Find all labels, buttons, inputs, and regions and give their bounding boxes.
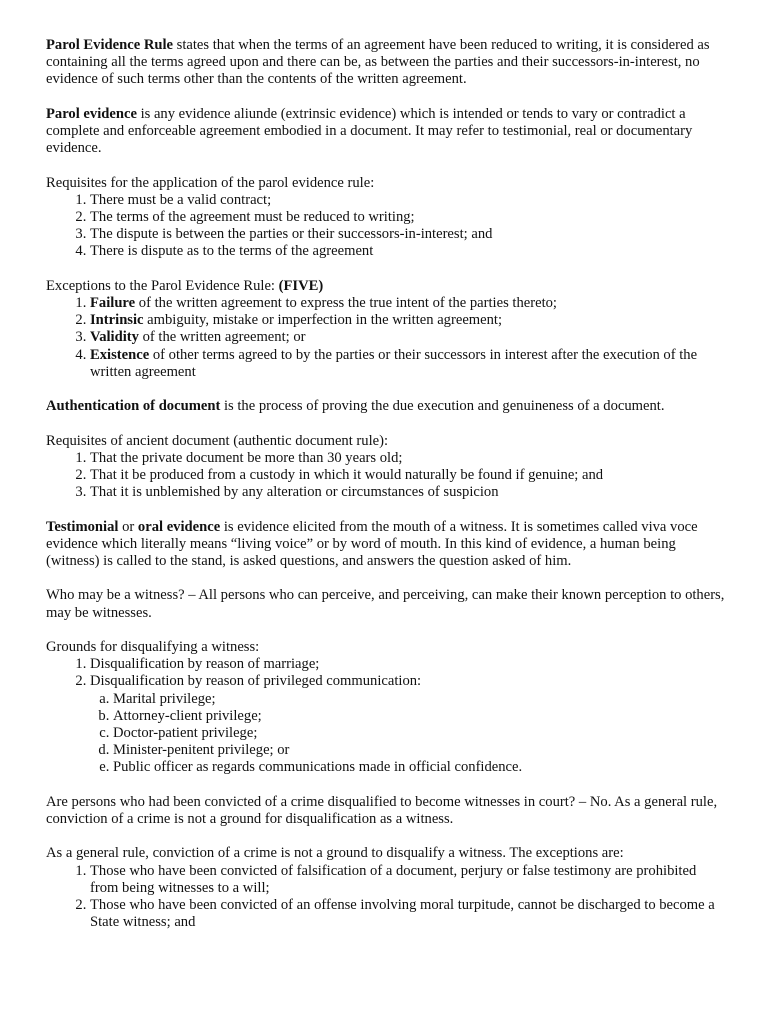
list-item: 2. That it be produced from a custody in which it would naturally be found if genuine; and	[90, 467, 726, 484]
list-item: 1. Failure of the written agreement to express the true intent of the parties thereto;	[90, 295, 726, 312]
definition: is the process of proving the due execution and genuineness of a document.	[220, 398, 665, 415]
definition: is evidence elicited from the mouth of a witness. It is sometimes called viva voce evidence which literally means “living voice” or by word of mouth. In this kind of evidence, a human being (witness) is called to the stand, is asked questions, and answers the question asked of him.	[46, 518, 698, 569]
term: Parol Evidence Rule	[46, 37, 174, 53]
list-item: 3. That it is unblemished by any alteration or circumstances of suspicion	[90, 484, 726, 501]
list-item: 1. There must be a valid contract;	[90, 192, 726, 209]
exceptions-list	[46, 295, 726, 381]
requisites-list	[46, 192, 726, 261]
list-item: 3. Validity of the written agreement; or	[90, 329, 726, 346]
term: Testimonial	[46, 518, 119, 535]
ancient-document-list	[46, 450, 726, 502]
term: Parol evidence	[46, 105, 137, 122]
parol-evidence-rule-paragraph	[46, 37, 726, 89]
conviction-exceptions-heading: As a general rule, conviction of a crime is not a ground to disqualify a witness. The exceptions are:	[46, 845, 624, 862]
list-item: 2. Disqualification by reason of privileged communication: a. Marital privilege; b. Attorney-client privilege; c. Doctor-patient privilege; d. Minister-penitent privilege; or e. Public officer as regards communications made in official confidence.	[90, 673, 726, 776]
grounds-heading: Grounds for disqualifying a witness:	[46, 638, 260, 655]
list-item: e. Public officer as regards communications made in official confidence.	[113, 759, 726, 776]
list-item: 3. The dispute is between the parties or their successors-in-interest; and	[90, 226, 726, 243]
term: Authentication of document	[46, 398, 221, 415]
list-item: 1. That the private document be more than 30 years old;	[90, 450, 726, 467]
list-item: d. Minister-penitent privilege; or	[113, 742, 726, 759]
exceptions-heading: Exceptions to the Parol Evidence Rule: (FIVE)	[46, 277, 324, 294]
list-item: 1. Disqualification by reason of marriage;	[90, 656, 726, 673]
conviction-exceptions-list	[46, 863, 726, 932]
list-item: 2. Those who have been convicted of an offense involving moral turpitude, cannot be discharged to become a State witness; and	[90, 897, 726, 931]
term: oral evidence	[137, 518, 221, 535]
privilege-sublist	[90, 691, 726, 777]
list-item: a. Marital privilege;	[113, 691, 726, 708]
parol-evidence-paragraph	[46, 106, 726, 158]
authentication-paragraph	[46, 398, 726, 415]
testimonial-evidence-paragraph: Testimonial or oral evidence is evidence elicited from the mouth of a witness. It is sometimes called viva voce evidence which literally means “living voice” or by word of mouth. In this kind of evidence, a human being (witness) is called to the stand, is asked questions, and answers the question asked of him.	[46, 518, 698, 569]
ancient-document-heading: Requisites of ancient document (authentic document rule):	[46, 432, 389, 449]
list-item: 2. Intrinsic ambiguity, mistake or imperfection in the written agreement;	[90, 312, 726, 329]
definition: is any evidence aliunde (extrinsic evidence) which is intended or tends to vary or contradict a complete and enforceable agreement embodied in a document. It may refer to testimonial, real or documentary evidence.	[46, 105, 693, 157]
list-item: 1. Those who have been convicted of falsification of a document, perjury or false testimony are prohibited from being witnesses to a will;	[90, 863, 726, 897]
list-item: 4. Existence of other terms agreed to by the parties or their successors in interest after the execution of the written agreement	[90, 347, 726, 381]
who-may-be-witness-paragraph: Who may be a witness? – All persons who can perceive, and perceiving, can make their known perception to others, may be witnesses.	[46, 587, 725, 621]
requisites-heading: Requisites for the application of the parol evidence rule:	[46, 174, 375, 191]
list-item: 2. The terms of the agreement must be reduced to writing;	[90, 209, 726, 226]
grounds-list	[46, 656, 726, 776]
list-item: c. Doctor-patient privilege;	[113, 725, 726, 742]
list-item: 4. There is dispute as to the terms of the agreement	[90, 243, 726, 260]
list-item: b. Attorney-client privilege;	[113, 708, 726, 725]
conviction-question-paragraph: Are persons who had been convicted of a crime disqualified to become witnesses in court? – No. As a general rule, conviction of a crime is not a ground for disqualification as a witness.	[46, 793, 718, 827]
definition: states that when the terms of an agreement have been reduced to writing, it is considered as containing all the terms agreed upon and there can be, as between the parties and their successors-in-interest, no evidence of such terms other than the contents of the written agreement.	[46, 37, 710, 88]
